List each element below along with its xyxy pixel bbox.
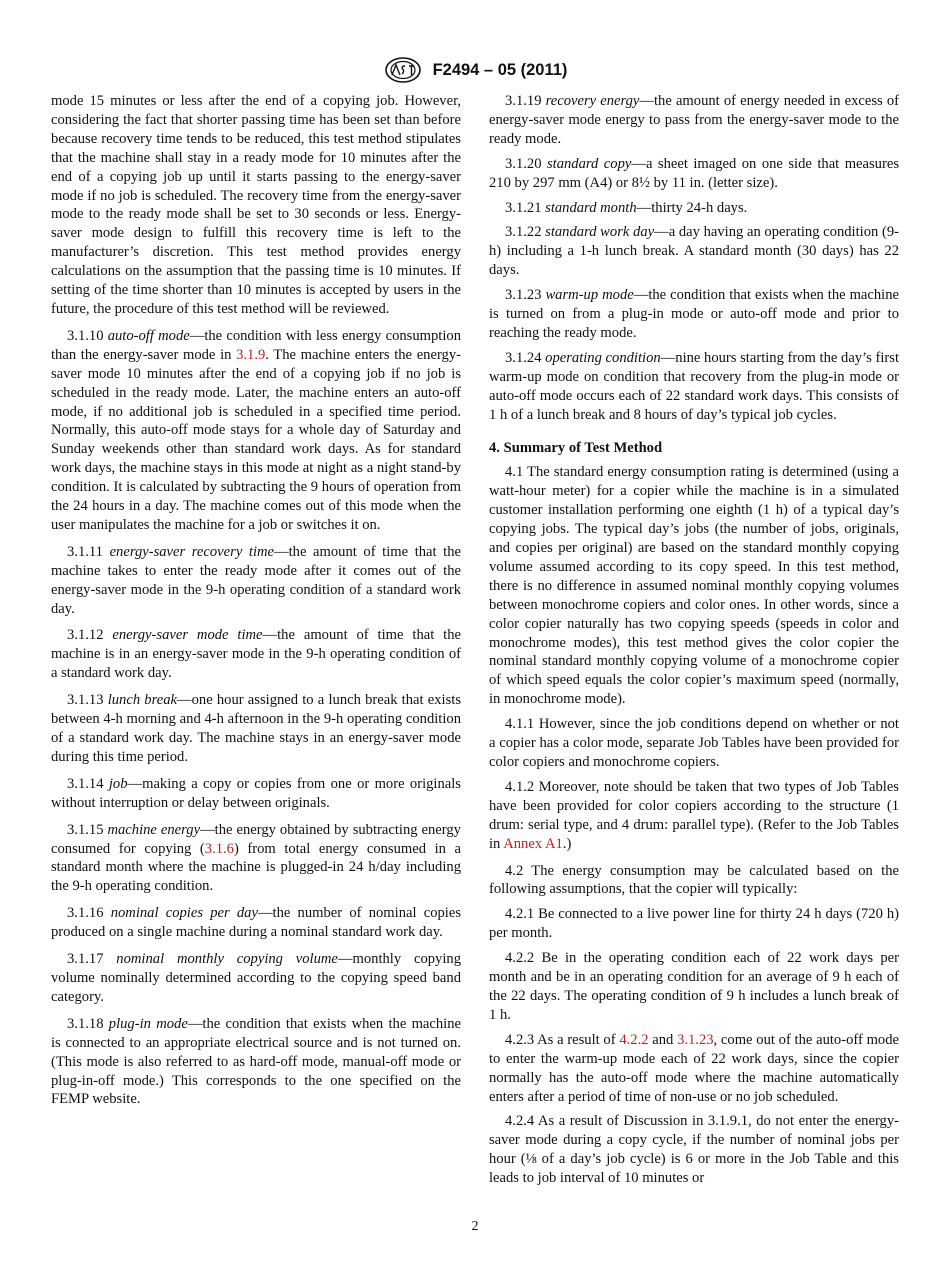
- paragraph-4-1-2: 4.1.2 Moreover, note should be taken that two types of Job Tables have been provided for color copiers according to the structure (1 drum: serial type, and 4 drum: parallel type). (Refer to the Job Tables in Annex A1.): [489, 778, 899, 852]
- right-column: [489, 92, 899, 1194]
- definition-3-1-19: 3.1.19 recovery energy—the amount of energy needed in excess of energy-saver mode energy to pass from the energy-saver mode to the ready mode.: [489, 93, 899, 147]
- definition-3-1-12: 3.1.12 energy-saver mode time—the amount of time that the machine is in an energy-saver mode in the 9-h operating condition of a standard work day.: [51, 627, 461, 682]
- definition-3-1-13: 3.1.13 lunch break—one hour assigned to a lunch break that exists between 4-h morning and 4-h afternoon in the 9-h operating condition of a standard work day. The machine stays in an energy-saver mode during this time period.: [51, 692, 461, 765]
- term: nominal monthly copying volume: [116, 951, 338, 968]
- term: auto-off mode: [107, 327, 190, 344]
- term: standard month: [545, 199, 637, 216]
- definition-3-1-22: 3.1.22 standard work day—a day having an operating condition (9-h) including a 1-h lunch break. A standard month (30 days) has 22 days.: [489, 224, 899, 279]
- paragraph-continuation: mode 15 minutes or less after the end of a copying job. However, considering the fact that shorter passing time has been set than before because recovery time tends to be reduced, this test method stipulates that the machine shall stay in a ready mode for 10 minutes after the end of a copying job up until it starts passing to the energy-saver mode if no job is scheduled. The recovery time from the energy-saver mode to the ready mode shall be set to 30 seconds or less. Energy-saver mode design to fulfill this recovery time is left to the manufacturer’s discretion. This test method provides energy calculations on the assumption that the passing time is 10 minutes. If setting of the time shorter than 10 minutes is accepted by users in the future, the procedure of this test method will be reviewed.: [51, 93, 461, 317]
- term: warm-up mode: [545, 287, 634, 304]
- term: job: [108, 775, 128, 792]
- paragraph-4-1: 4.1 The standard energy consumption rating is determined (using a watt-hour meter) for a copier while the machine is in a simulated customer installation performing one eighth (1 h) of a typical day’s copying jobs. The typical day’s jobs (the number of jobs, originals, and copies per original) are based on the standard monthly copying volume assumed according to its copy speed. In this test method, there is no difference in assumed nominal monthly copying volumes between monochrome copiers and color ones. In other words, since a color copier naturally has two copying speeds (speeds in color and monochrome modes), this test method gives the color copier the nominal standard monthly copying volume of a monochrome copier of which speed equals the color copier’s maximum speed (normally, in monochrome mode).: [489, 464, 899, 708]
- cross-reference-link[interactable]: Annex A1: [503, 835, 563, 852]
- definition-3-1-21: 3.1.21 standard month—thirty 24-h days.: [505, 199, 748, 216]
- definition-3-1-24: 3.1.24 operating condition—nine hours starting from the day’s first warm-up mode on condition that recovery from the plug-in mode or auto-off mode occurs each of 22 standard work days. This consists of 1 h of a lunch break and 8 hours of day’s typical job cycles.: [489, 349, 899, 423]
- term: recovery energy: [545, 93, 640, 109]
- term: lunch break: [107, 692, 177, 709]
- cross-reference-link[interactable]: 4.2.2: [619, 1031, 649, 1048]
- paragraph-4-2: 4.2 The energy consumption may be calculated based on the following assumptions, that the copier will typically:: [489, 862, 899, 898]
- astm-logo-icon: [383, 56, 423, 84]
- definition-3-1-17: 3.1.17 nominal monthly copying volume—monthly copying volume nominally determined according to the copying speed band category.: [51, 951, 461, 1005]
- term: energy-saver mode time: [112, 627, 263, 644]
- definition-3-1-14: 3.1.14 job—making a copy or copies from one or more originals without interruption or delay between originals.: [51, 775, 461, 811]
- paragraph-4-2-4: 4.2.4 As a result of Discussion in 3.1.9.1, do not enter the energy-saver mode during a copy cycle, if the number of nominal jobs per hour (⅛ of a day’s job cycle) is 6 or more in the Job Table and this leads to job interval of 10 minutes or: [489, 1113, 899, 1187]
- cross-reference-link[interactable]: 3.1.6: [204, 840, 234, 857]
- paragraph-4-2-1: 4.2.1 Be connected to a live power line for thirty 24 h days (720 h) per month.: [489, 906, 899, 942]
- paragraph-4-2-3: 4.2.3 As a result of 4.2.2 and 3.1.23, come out of the auto-off mode to enter the warm-up mode each of 22 work days, since the copier normally has the auto-off mode where the machine automatically enters after a period of time of non-use or no job scheduled.: [489, 1031, 899, 1105]
- term: nominal copies per day: [110, 905, 258, 922]
- definition-3-1-20: 3.1.20 standard copy—a sheet imaged on one side that measures 210 by 297 mm (A4) or 8½ by 11 in. (letter size).: [489, 155, 899, 191]
- paragraph-4-1-1: 4.1.1 However, since the job conditions depend on whether or not a copier has a color mode, separate Job Tables have been provided for color copiers and monochrome copiers.: [489, 716, 899, 770]
- definition-3-1-23: 3.1.23 warm-up mode—the condition that exists when the machine is turned on from a plug-in mode or auto-off mode and prior to reaching the ready mode.: [489, 287, 900, 341]
- definition-3-1-15: 3.1.15 machine energy—the energy obtained by subtracting energy consumed for copying (3.1.6) from total energy consumed in a standard month where the machine is plugged-in 24 h/day including the 9-h operating condition.: [51, 821, 461, 895]
- paragraph-4-2-2: 4.2.2 Be in the operating condition each of 22 work days per month and be in an operating condition for an average of 9 h each of the 22 days. The operating condition of 9 h includes a lunch break of 1 h.: [489, 950, 899, 1023]
- term: operating condition: [545, 349, 661, 366]
- cross-reference-link[interactable]: 3.1.23: [677, 1031, 714, 1048]
- term: plug-in mode: [108, 1015, 188, 1032]
- left-column: [51, 92, 461, 1115]
- definition-3-1-18: 3.1.18 plug-in mode—the condition that exists when the machine is connected to an appropriate electrical source and is not turned on. (This mode is also referred to as hard-off mode, manual-off mode or plug-in-off mode.) This corresponds to the one specified on the FEMP website.: [51, 1015, 461, 1108]
- section-heading: 4. Summary of Test Method: [489, 439, 663, 456]
- definition-3-1-10: 3.1.10 auto-off mode—the condition with less energy consumption than the energy-saver mode in 3.1.9. The machine enters the energy-saver mode 10 minutes after the end of a copying job if no job is scheduled in the ready mode. Later, the machine enters an auto-off mode, if no additional job is scheduled in a specified time period. Normally, this auto-off mode stays for a whole day of Saturday and Sunday weekends other than standard work days. As for standard work days, the machine stays in this mode at night as a night stand-by condition. It is calculated by subtracting the 9 hours of operation from the 24 hours in a day. The machine comes out of this mode when the user manipulates the machine for a job or switches it on.: [51, 327, 461, 533]
- cross-reference-link[interactable]: 3.1.9: [236, 346, 266, 363]
- standard-designation: F2494 – 05 (2011): [432, 60, 568, 79]
- page-number: 2: [471, 1219, 479, 1234]
- term: standard copy: [546, 155, 632, 172]
- term: standard work day: [545, 224, 655, 241]
- definition-3-1-16: 3.1.16 nominal copies per day—the number of nominal copies produced on a single machine during a nominal standard work day.: [51, 905, 461, 941]
- page-header: [0, 56, 950, 86]
- term: machine energy: [107, 821, 201, 838]
- term: energy-saver recovery time: [109, 543, 275, 560]
- definition-3-1-11: 3.1.11 energy-saver recovery time—the amount of time that the machine takes to enter the ready mode after it comes out of the energy-saver mode in the 9-h operating condition of a standard work day.: [51, 543, 461, 617]
